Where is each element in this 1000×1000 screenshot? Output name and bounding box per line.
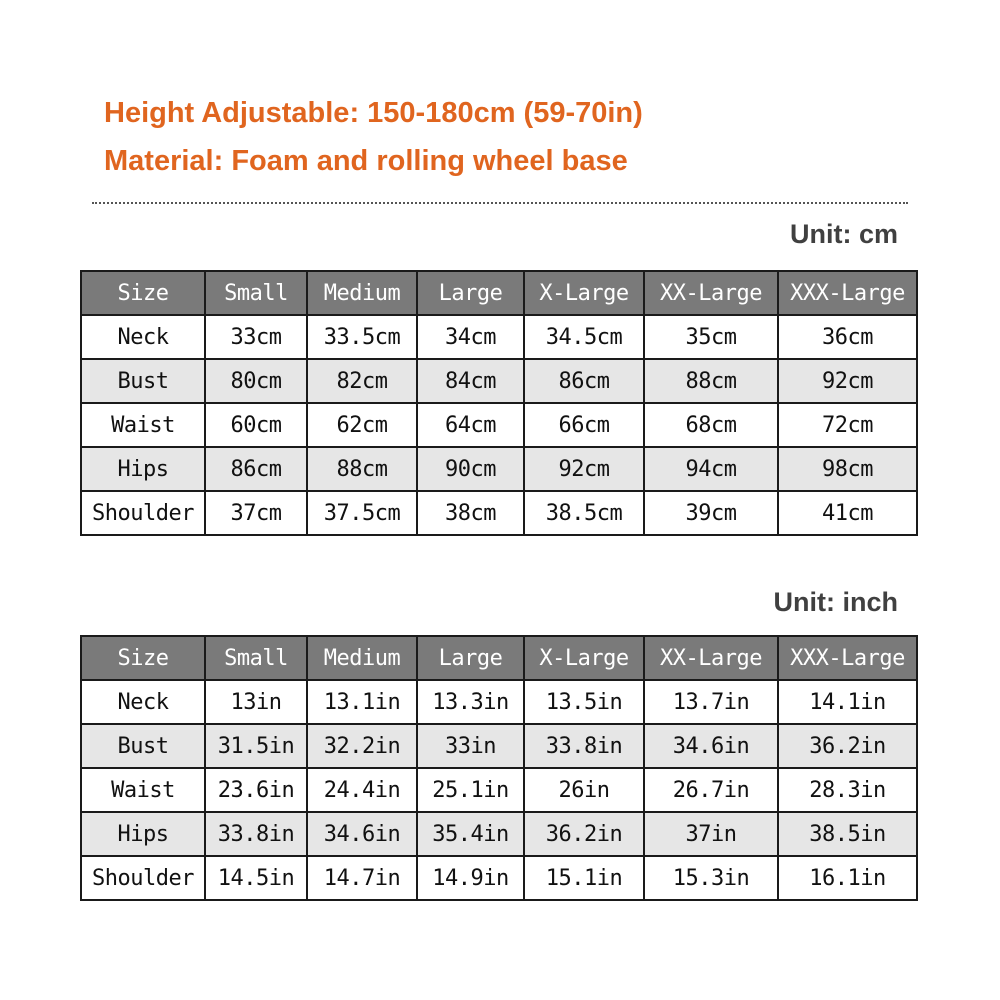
table-cell: 92cm — [778, 359, 917, 403]
table-cell: 36.2in — [524, 812, 644, 856]
column-header: X-Large — [524, 636, 644, 680]
table-row — [81, 447, 917, 491]
row-label: Bust — [81, 724, 205, 768]
row-label: Neck — [81, 680, 205, 724]
table-row — [81, 812, 917, 856]
table-cell: 94cm — [644, 447, 778, 491]
table-cell: 13.5in — [524, 680, 644, 724]
column-header: X-Large — [524, 271, 644, 315]
column-header: XX-Large — [644, 636, 778, 680]
table-cell: 72cm — [778, 403, 917, 447]
table-cell: 37cm — [205, 491, 307, 535]
table-cell: 90cm — [417, 447, 524, 491]
table-row — [81, 768, 917, 812]
table-cell: 33.8in — [524, 724, 644, 768]
row-label: Shoulder — [81, 856, 205, 900]
table-cell: 33.5cm — [307, 315, 417, 359]
table-row — [81, 724, 917, 768]
table-cell: 88cm — [644, 359, 778, 403]
table-cell: 13.7in — [644, 680, 778, 724]
dotted-divider — [92, 202, 908, 204]
table-header-row — [81, 636, 917, 680]
row-label: Waist — [81, 403, 205, 447]
table-cell: 41cm — [778, 491, 917, 535]
table-cell: 33in — [417, 724, 524, 768]
table-cell: 23.6in — [205, 768, 307, 812]
table-cell: 37in — [644, 812, 778, 856]
table-cell: 38.5in — [778, 812, 917, 856]
table-cell: 34cm — [417, 315, 524, 359]
table-cell: 39cm — [644, 491, 778, 535]
table-cell: 15.1in — [524, 856, 644, 900]
table-cell: 38.5cm — [524, 491, 644, 535]
table-cell: 28.3in — [778, 768, 917, 812]
table-cell: 38cm — [417, 491, 524, 535]
table-cell: 32.2in — [307, 724, 417, 768]
column-header: XXX-Large — [778, 636, 917, 680]
column-header: Size — [81, 271, 205, 315]
table-cell: 34.6in — [644, 724, 778, 768]
column-header: Large — [417, 271, 524, 315]
row-label: Hips — [81, 447, 205, 491]
table-cell: 37.5cm — [307, 491, 417, 535]
size-table-inch — [80, 635, 918, 901]
row-label: Bust — [81, 359, 205, 403]
column-header: Medium — [307, 636, 417, 680]
table-cell: 26in — [524, 768, 644, 812]
material-text: Material: Foam and rolling wheel base — [104, 145, 628, 177]
row-label: Hips — [81, 812, 205, 856]
table-row — [81, 359, 917, 403]
table-cell: 24.4in — [307, 768, 417, 812]
table-cell: 35cm — [644, 315, 778, 359]
size-table-cm — [80, 270, 918, 536]
table-cell: 36.2in — [778, 724, 917, 768]
table-cell: 62cm — [307, 403, 417, 447]
table-cell: 33.8in — [205, 812, 307, 856]
table-cell: 13in — [205, 680, 307, 724]
column-header: Size — [81, 636, 205, 680]
column-header: Small — [205, 271, 307, 315]
table-cell: 80cm — [205, 359, 307, 403]
table-cell: 35.4in — [417, 812, 524, 856]
table-cell: 34.6in — [307, 812, 417, 856]
table-cell: 66cm — [524, 403, 644, 447]
row-label: Shoulder — [81, 491, 205, 535]
table-cell: 64cm — [417, 403, 524, 447]
table-row — [81, 315, 917, 359]
table-cell: 60cm — [205, 403, 307, 447]
column-header: Small — [205, 636, 307, 680]
table-header-row — [81, 271, 917, 315]
height-adjustable-text: Height Adjustable: 150-180cm (59-70in) — [104, 97, 643, 129]
table-cell: 16.1in — [778, 856, 917, 900]
table-cell: 92cm — [524, 447, 644, 491]
table-cell: 13.3in — [417, 680, 524, 724]
table-cell: 33cm — [205, 315, 307, 359]
table-cell: 14.9in — [417, 856, 524, 900]
column-header: XX-Large — [644, 271, 778, 315]
table-row — [81, 491, 917, 535]
unit-cm-label: Unit: cm — [790, 219, 898, 249]
table-cell: 13.1in — [307, 680, 417, 724]
table-cell: 68cm — [644, 403, 778, 447]
table-cell: 84cm — [417, 359, 524, 403]
unit-inch-label: Unit: inch — [773, 587, 898, 617]
table-cell: 26.7in — [644, 768, 778, 812]
row-label: Neck — [81, 315, 205, 359]
table-cell: 82cm — [307, 359, 417, 403]
table-row — [81, 856, 917, 900]
column-header: XXX-Large — [778, 271, 917, 315]
table-cell: 86cm — [205, 447, 307, 491]
table-cell: 14.7in — [307, 856, 417, 900]
table-row — [81, 680, 917, 724]
table-cell: 31.5in — [205, 724, 307, 768]
table-cell: 25.1in — [417, 768, 524, 812]
table-cell: 36cm — [778, 315, 917, 359]
column-header: Medium — [307, 271, 417, 315]
table-cell: 15.3in — [644, 856, 778, 900]
table-cell: 98cm — [778, 447, 917, 491]
table-cell: 86cm — [524, 359, 644, 403]
table-cell: 88cm — [307, 447, 417, 491]
table-cell: 34.5cm — [524, 315, 644, 359]
table-cell: 14.1in — [778, 680, 917, 724]
row-label: Waist — [81, 768, 205, 812]
column-header: Large — [417, 636, 524, 680]
table-cell: 14.5in — [205, 856, 307, 900]
table-row — [81, 403, 917, 447]
